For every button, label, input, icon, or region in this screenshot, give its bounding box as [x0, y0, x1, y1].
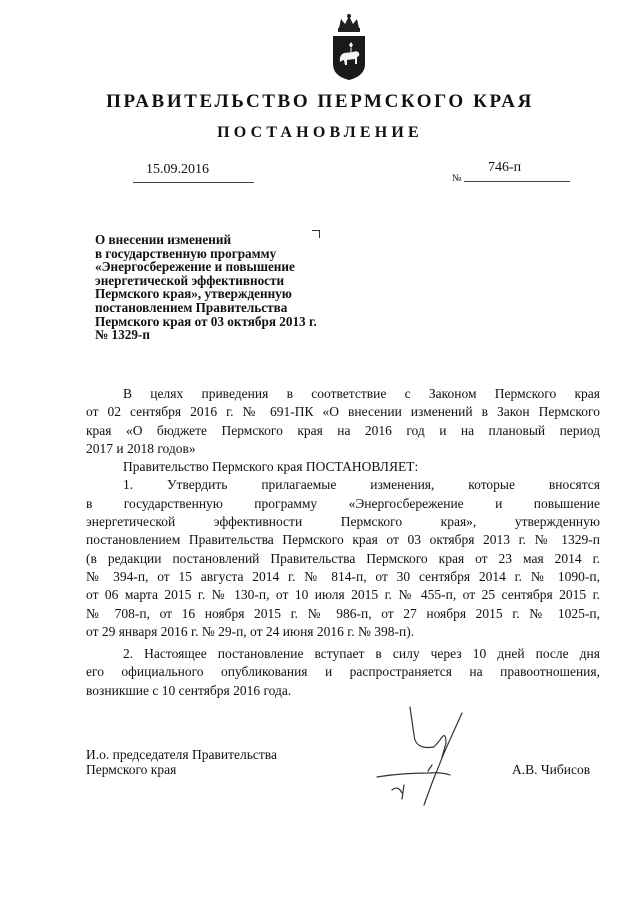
subject-line: «Энергосбережение и повышение: [95, 259, 295, 275]
subject-line: Пермского края», утвержденную: [95, 286, 292, 302]
body-line: возникшие с 10 сентября 2016 года.: [86, 682, 292, 698]
number-sign: №: [452, 173, 462, 184]
body-line: постановлением Правительства Пермского края от 03 октября 2013 г. № 1329-п: [86, 532, 600, 548]
body-line: 2. Настоящее постановление вступает в силу через 10 дней после дня: [123, 646, 600, 662]
signatory-title-line: Пермского края: [86, 762, 177, 777]
signatory-name: А.В. Чибисов: [512, 762, 591, 777]
body-line: (в редакции постановлений Правительства Пермского края от 23 мая 2014 г.: [86, 550, 600, 566]
body-line: В целях приведения в соответствие с Законом Пермского края: [123, 386, 600, 401]
document-type: ПОСТАНОВЛЕНИЕ: [217, 124, 423, 141]
subject-line: Пермского края от 03 октября 2013 г.: [95, 313, 317, 329]
body-line: энергетической эффективности Пермского края», утвержденную: [86, 514, 600, 530]
document-body: [86, 385, 600, 700]
coat-of-arms-icon: [329, 12, 369, 82]
body-line: в государственную программу «Энергосбережение и повышение: [86, 495, 600, 511]
body-line: от 02 сентября 2016 г. № 691-ПК «О внесении изменений в Закон Пермского: [86, 404, 600, 420]
subject-line: № 1329-п: [95, 327, 150, 343]
subject-line: в государственную программу: [95, 245, 277, 261]
decree-statement: Правительство Пермского края ПОСТАНОВЛЯЕТ:: [123, 459, 419, 475]
number-underline: [464, 181, 570, 182]
subject-line: О внесении изменений: [95, 232, 232, 247]
organization-title: ПРАВИТЕЛЬСТВО ПЕРМСКОГО КРАЯ: [106, 91, 534, 112]
document-number: 746-п: [488, 160, 522, 175]
signatory-title-line: И.о. председателя Правительства: [86, 747, 277, 762]
subject-line: постановлением Правительства: [95, 299, 288, 315]
body-line: 1. Утвердить прилагаемые изменения, которые вносятся: [123, 477, 600, 493]
body-line: № 394-п, от 15 августа 2014 г. № 814-п, от 30 сентября 2014 г. № 1090-п,: [86, 568, 600, 584]
body-line: края «О бюджете Пермского края на 2016 год и на плановый период: [86, 422, 600, 438]
body-line: от 29 января 2016 г. № 29-п, от 24 июня 2016 г. № 398-п).: [86, 623, 415, 639]
subject-line: энергетической эффективности: [95, 272, 285, 288]
body-line: его официального опубликования и распространяется на правоотношения,: [86, 664, 600, 680]
date-underline: [133, 182, 254, 183]
handwritten-signature: [372, 705, 482, 815]
body-line: 2017 и 2018 годов»: [86, 440, 196, 456]
document-subject: [95, 233, 365, 342]
body-line: № 708-п, от 16 ноября 2015 г. № 986-п, от 27 ноября 2015 г. № 1025-п,: [86, 605, 600, 621]
body-line: от 06 марта 2015 г. № 130-п, от 10 июля 2015 г. № 455-п, от 25 сентября 2015 г.: [86, 587, 600, 603]
document-date: 15.09.2016: [146, 162, 209, 177]
signatory-title: [86, 747, 277, 777]
